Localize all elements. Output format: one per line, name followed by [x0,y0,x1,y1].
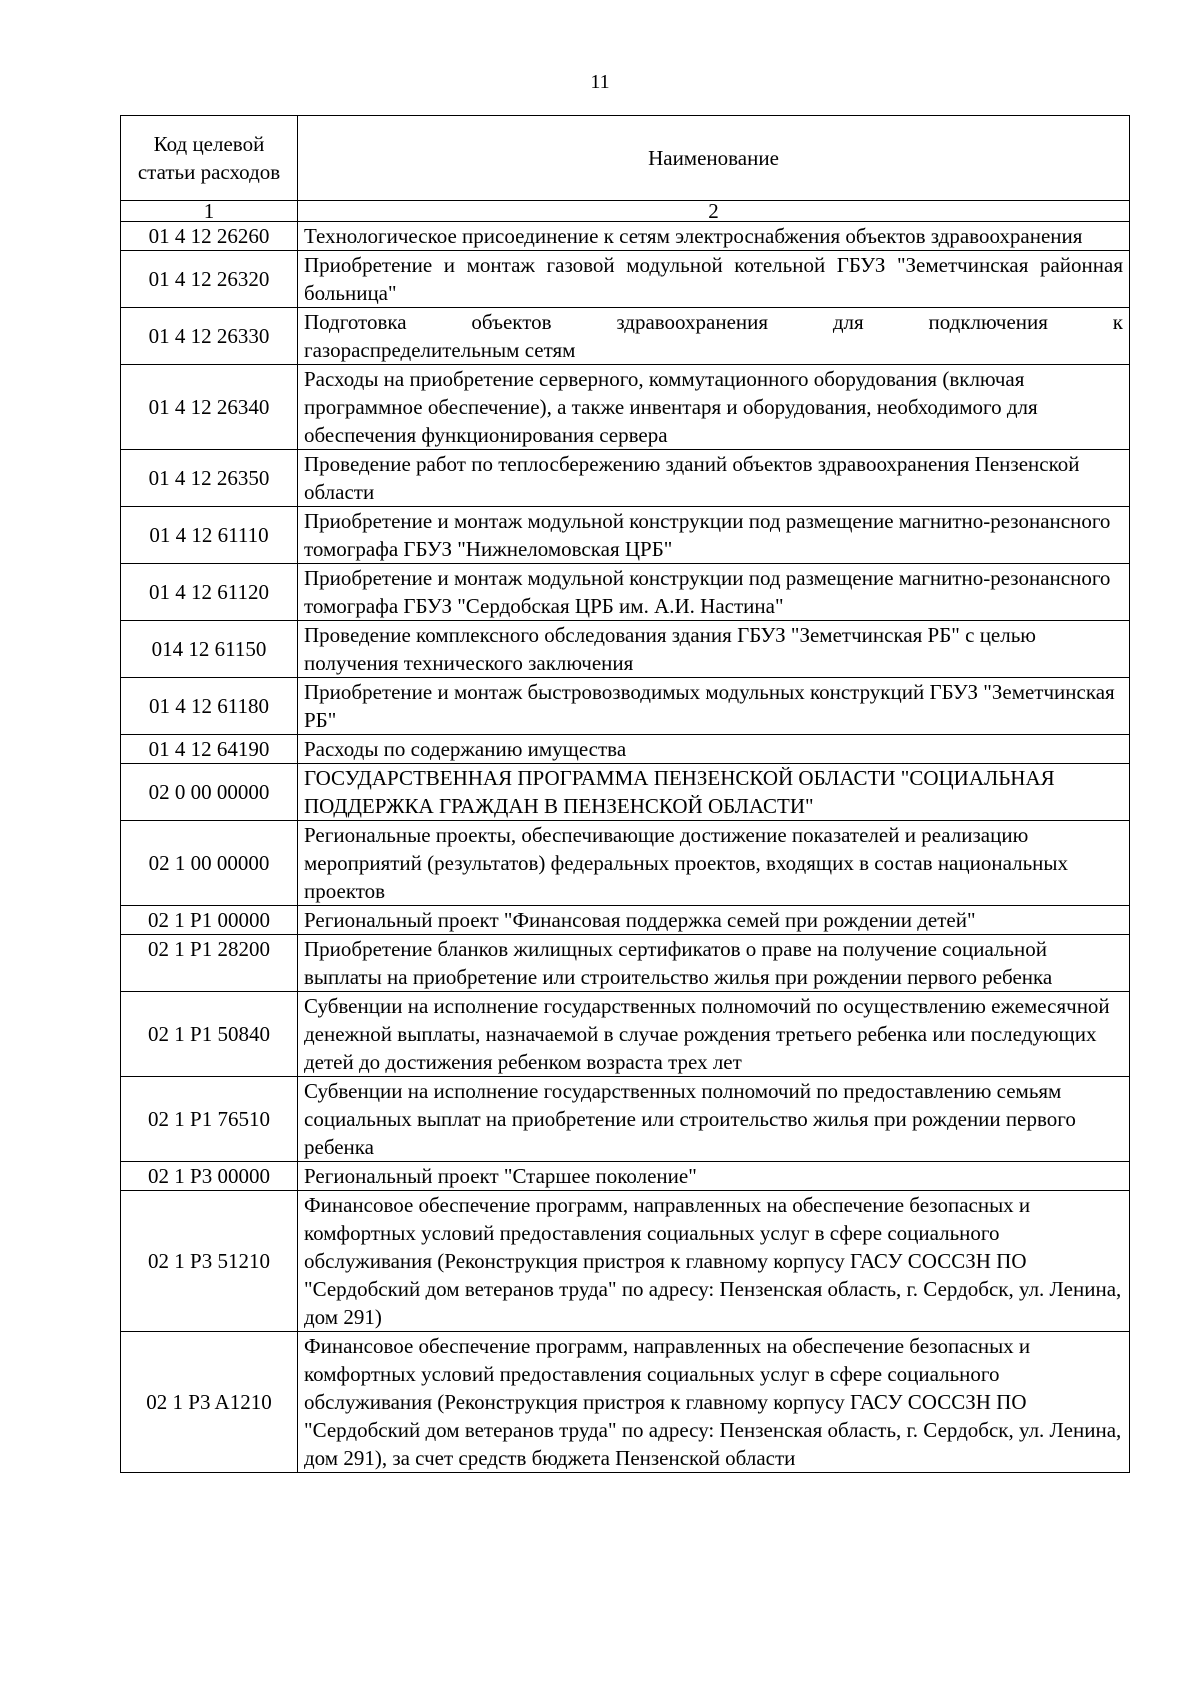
table-row [121,1191,1130,1332]
row-code: 01 4 12 64190 [121,735,298,764]
row-name: ГОСУДАРСТВЕННАЯ ПРОГРАММА ПЕНЗЕНСКОЙ ОБЛАСТИ "СОЦИАЛЬНАЯ ПОДДЕРЖКА ГРАЖДАН В ПЕНЗЕНСКОЙ ОБЛАСТИ" [298,764,1130,821]
row-code: 01 4 12 61180 [121,678,298,735]
table-header [121,116,1130,222]
row-name: Приобретение бланков жилищных сертификатов о праве на получение социальной выплаты на приобретение или строительство жилья при рождении первого ребенка [298,935,1130,992]
header-name-column: Наименование [298,116,1130,201]
row-name-word: для [832,310,864,334]
row-name: Региональные проекты, обеспечивающие достижение показателей и реализацию мероприятий (результатов) федеральных проектов, входящих в состав национальных проектов [298,821,1130,906]
row-name: Технологическое присоединение к сетям электроснабжения объектов здравоохранения [298,222,1130,251]
row-name: Финансовое обеспечение программ, направленных на обеспечение безопасных и комфортных условий предоставления социальных услуг в сфере социального обслуживания (Реконструкция пристроя к главному корпусу ГАСУ СОССЗН ПО "Сердобский дом ветеранов труда" по адресу: Пензенская область, г. Сердобск, ул. Ленина, дом 291) [298,1191,1130,1332]
row-code: 01 4 12 26260 [121,222,298,251]
table-row [121,906,1130,935]
table-row [121,365,1130,450]
row-code: 02 1 00 00000 [121,821,298,906]
row-code: 01 4 12 26350 [121,450,298,507]
row-name-word: Подготовка [304,310,407,334]
table-row [121,251,1130,308]
row-name: Региональный проект "Финансовая поддержка семей при рождении детей" [298,906,1130,935]
page-number: 11 [590,71,610,93]
table-row [121,764,1130,821]
row-name-word: подключения [928,310,1048,334]
table-row [121,678,1130,735]
row-name-word: здравоохранения [616,310,769,334]
table-row [121,1077,1130,1162]
row-name: Проведение комплексного обследования здания ГБУЗ "Земетчинская РБ" с целью получения технического заключения [298,621,1130,678]
table-row [121,1162,1130,1191]
row-name-word: объектов [471,310,552,334]
row-name-line-1 [304,308,1123,336]
table-row [121,222,1130,251]
table-body [121,222,1130,1473]
budget-classification-table [120,115,1130,1473]
row-name-line-2: газораспределительным сетям [304,338,576,362]
row-name: Приобретение и монтаж модульной конструкции под размещение магнитно-резонансного томографа ГБУЗ "Сердобская ЦРБ им. А.И. Настина" [298,564,1130,621]
row-name-word: к [1112,310,1123,334]
row-name [298,308,1130,365]
row-code: 01 4 12 61110 [121,507,298,564]
row-code: 02 0 00 00000 [121,764,298,821]
table-row [121,935,1130,992]
row-code: 02 1 P3 51210 [121,1191,298,1332]
row-name: Субвенции на исполнение государственных полномочий по осуществлению ежемесячной денежной выплаты, назначаемой в случае рождения третьего ребенка или последующих детей до достижения ребенком возраста трех лет [298,992,1130,1077]
header-code-number: 1 [121,201,298,222]
table-row [121,450,1130,507]
row-code: 01 4 12 26330 [121,308,298,365]
row-name: Приобретение и монтаж модульной конструкции под размещение магнитно-резонансного томографа ГБУЗ "Нижнеломовская ЦРБ" [298,507,1130,564]
header-number-row [121,201,1130,222]
row-name: Приобретение и монтаж быстровозводимых модульных конструкций ГБУЗ "Земетчинская РБ" [298,678,1130,735]
header-row [121,116,1130,201]
row-name: Финансовое обеспечение программ, направленных на обеспечение безопасных и комфортных условий предоставления социальных услуг в сфере социального обслуживания (Реконструкция пристроя к главному корпусу ГАСУ СОССЗН ПО "Сердобский дом ветеранов труда" по адресу: Пензенская область, г. Сердобск, ул. Ленина, дом 291), за счет средств бюджета Пензенской области [298,1332,1130,1473]
row-name: Расходы по содержанию имущества [298,735,1130,764]
table-row [121,735,1130,764]
table-row [121,564,1130,621]
header-code-column: Код целевой статьи расходов [121,116,298,201]
table-row [121,507,1130,564]
table-row [121,308,1130,365]
row-code: 02 1 P1 00000 [121,906,298,935]
row-code: 01 4 12 61120 [121,564,298,621]
row-name: Проведение работ по теплосбережению зданий объектов здравоохранения Пензенской области [298,450,1130,507]
table-row [121,992,1130,1077]
table-row [121,621,1130,678]
row-code: 02 1 P1 50840 [121,992,298,1077]
header-name-number: 2 [298,201,1130,222]
row-name: Субвенции на исполнение государственных полномочий по предоставлению семьям социальных выплат на приобретение или строительство жилья при рождении первого ребенка [298,1077,1130,1162]
row-name: Расходы на приобретение серверного, коммутационного оборудования (включая программное обеспечение), а также инвентаря и оборудования, необходимого для обеспечения функционирования сервера [298,365,1130,450]
table-row [121,1332,1130,1473]
row-code: 02 1 P1 76510 [121,1077,298,1162]
row-code: 02 1 P1 28200 [121,935,298,992]
row-code: 01 4 12 26340 [121,365,298,450]
row-code: 014 12 61150 [121,621,298,678]
row-code: 02 1 P3 A1210 [121,1332,298,1473]
table-row [121,821,1130,906]
row-name: Приобретение и монтаж газовой модульной котельной ГБУЗ "Земетчинская районная больница" [298,251,1130,308]
row-code: 02 1 P3 00000 [121,1162,298,1191]
row-code: 01 4 12 26320 [121,251,298,308]
row-name: Региональный проект "Старшее поколение" [298,1162,1130,1191]
